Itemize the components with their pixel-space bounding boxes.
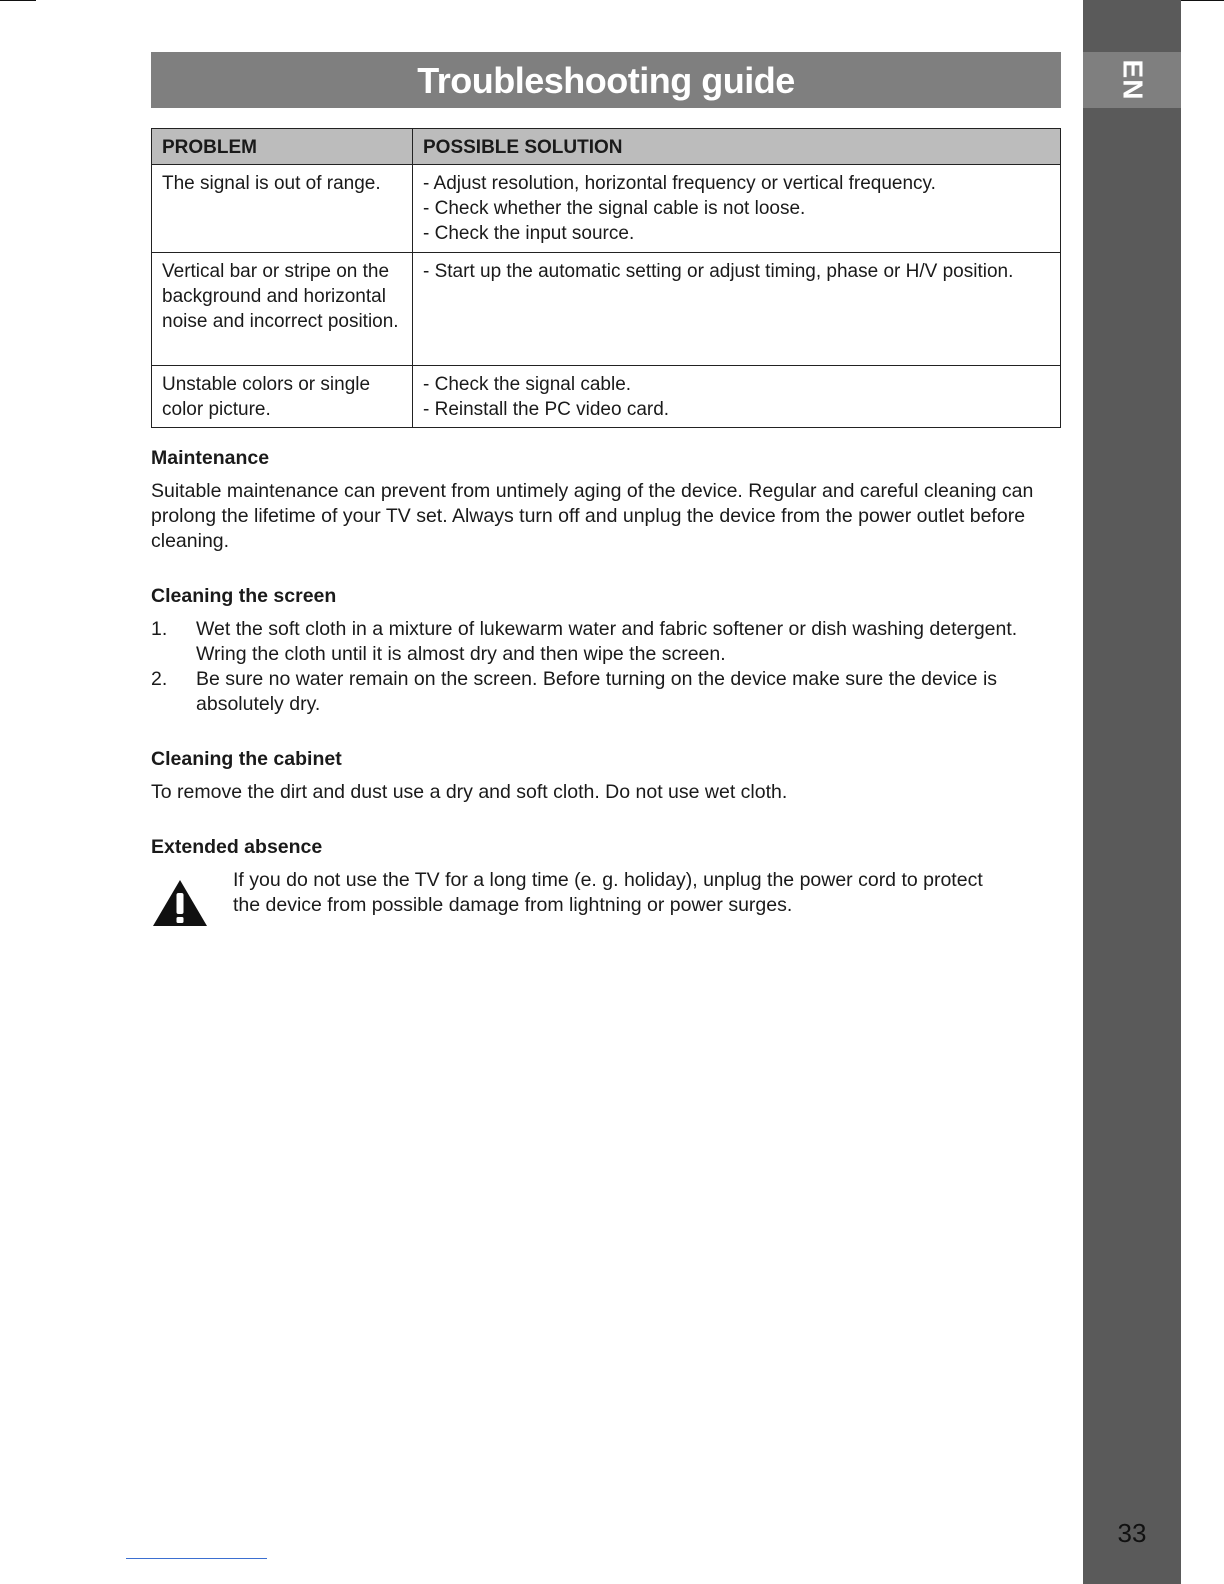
extended-absence-section xyxy=(151,835,1061,920)
solution-line: - Check the signal cable. xyxy=(423,374,632,395)
step-text: Be sure no water remain on the screen. Before turning on the device make sure the device is absolutely dry. xyxy=(196,668,998,715)
troubleshooting-table xyxy=(151,128,1061,428)
solution-line: - Start up the automatic setting or adjust timing, phase or H/V position. xyxy=(423,261,1014,282)
page-number: 33 xyxy=(1117,1518,1147,1548)
list-item xyxy=(151,617,1061,667)
crop-mark-right xyxy=(1178,0,1224,1)
column-header-solution: POSSIBLE SOLUTION xyxy=(413,129,1061,165)
cleaning-cabinet-heading: Cleaning the cabinet xyxy=(151,748,342,770)
side-tab-strip xyxy=(1083,0,1181,1584)
maintenance-heading: Maintenance xyxy=(151,447,270,469)
warning-note xyxy=(151,868,1061,920)
cleaning-cabinet-text: To remove the dirt and dust use a dry and soft cloth. Do not use wet cloth. xyxy=(151,781,788,803)
language-label: EN xyxy=(1117,59,1148,101)
solution-line: - Check whether the signal cable is not loose. xyxy=(423,198,806,219)
cleaning-steps-list xyxy=(151,617,1061,717)
warning-icon xyxy=(151,878,209,928)
page-title: Troubleshooting guide xyxy=(151,52,1061,108)
step-number: 1. xyxy=(151,618,168,640)
cleaning-cabinet-section xyxy=(151,747,1061,805)
cleaning-screen-heading: Cleaning the screen xyxy=(151,585,337,607)
table-row xyxy=(152,253,1061,366)
problem-cell: Vertical bar or stripe on the background and horizontal noise and incorrect position. xyxy=(152,253,413,366)
table-header-row xyxy=(152,129,1061,165)
table-row xyxy=(152,366,1061,428)
solution-line: - Adjust resolution, horizontal frequency or vertical frequency. xyxy=(423,173,936,194)
list-item xyxy=(151,667,1061,717)
solution-cell xyxy=(413,165,1061,253)
step-text: Wet the soft cloth in a mixture of lukewarm water and fabric softener or dish washing detergent. Wring the cloth until it is almost dry and then wipe the screen. xyxy=(196,618,1018,665)
column-header-problem: PROBLEM xyxy=(152,129,413,165)
solution-cell xyxy=(413,253,1061,366)
cleaning-screen-section xyxy=(151,584,1061,717)
language-tab xyxy=(1083,52,1181,108)
body-content xyxy=(151,446,1061,950)
solution-line: - Check the input source. xyxy=(423,223,635,244)
extended-absence-heading: Extended absence xyxy=(151,836,323,858)
solution-line: - Reinstall the PC video card. xyxy=(423,399,670,420)
crop-mark-left xyxy=(0,0,36,1)
table-row xyxy=(152,165,1061,253)
problem-cell: Unstable colors or single color picture. xyxy=(152,366,413,428)
maintenance-section xyxy=(151,446,1061,554)
problem-cell: The signal is out of range. xyxy=(152,165,413,253)
step-number: 2. xyxy=(151,668,168,690)
warning-text: If you do not use the TV for a long time (e. g. holiday), unplug the power cord to protect the device from possible damage from lightning or power surges. xyxy=(233,869,983,916)
footer-link-underline xyxy=(126,1558,267,1559)
solution-cell xyxy=(413,366,1061,428)
maintenance-text: Suitable maintenance can prevent from untimely aging of the device. Regular and careful cleaning can prolong the lifetime of your TV set. Always turn off and unplug the device from the power outlet before cleaning. xyxy=(151,480,1034,552)
